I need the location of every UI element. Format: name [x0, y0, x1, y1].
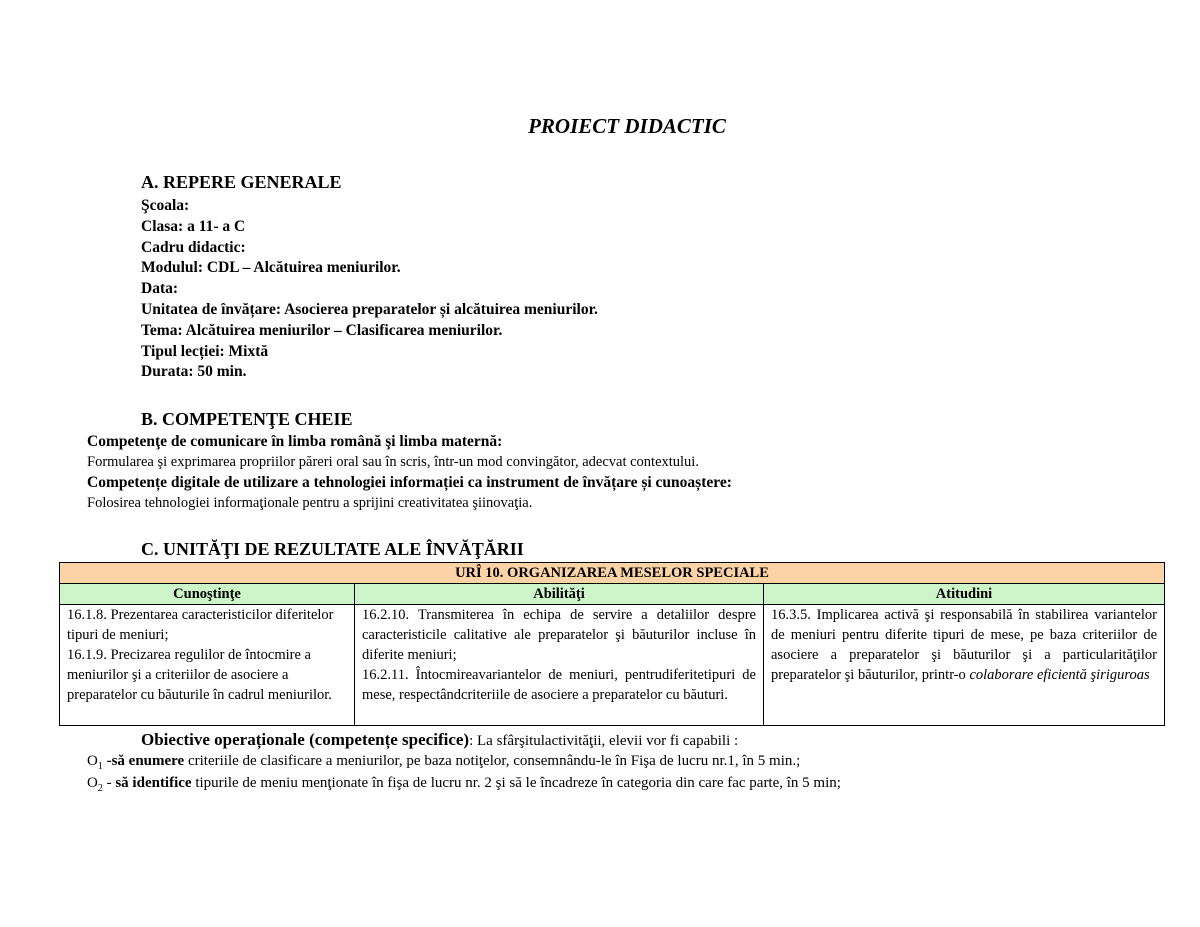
- objective-o1: $O_1$ -să enumere criteriile de clasificare a meniurilor, pe baza notiţelor, consemnându-le în Fişa de lucru nr.1, în 5 min.;: [87, 753, 801, 772]
- attitudes-item-italic: colaborare eficientă şiriguroas: [969, 667, 1150, 683]
- section-a-heading: A. REPERE GENERALE: [141, 172, 342, 192]
- info-class: Clasa: a 11- a C: [141, 217, 246, 235]
- info-unit: Unitatea de învățare: Asocierea preparatelor și alcătuirea meniurilor.: [141, 300, 598, 318]
- knowledge-item: 16.1.9. Precizarea regulilor de întocmire a meniurilor şi a criteriilor de asociere a preparatelor cu băuturile în cadrul meniurilor.: [67, 647, 332, 703]
- objectives-heading: Obiective operaționale (competențe specifice): La sfârşitulactivităţii, elevii vor fi capabili :: [141, 730, 739, 749]
- objective-o2: $O_2$ - să identifice tipurile de meniu menţionate în fişa de lucru nr. 2 şi să le încadreze în categoria din care fac parte, în 5 min;: [87, 775, 841, 794]
- column-header-skills: Abilităţi: [355, 584, 764, 605]
- column-header-knowledge: Cunoştinţe: [60, 584, 355, 605]
- column-header-attitudes: Atitudini: [764, 584, 1165, 605]
- info-lesson-type: Tipul lecției: Mixtă: [141, 342, 269, 360]
- info-school: Şcoala:: [141, 197, 190, 214]
- general-info-list: [141, 196, 598, 383]
- info-module: Modulul: CDL – Alcătuirea meniurilor.: [141, 259, 401, 277]
- knowledge-item: 16.1.8. Prezentarea caracteristicilor diferitelor tipuri de meniuri;: [67, 607, 334, 643]
- learning-outcomes-table: [59, 562, 1165, 726]
- section-c-heading: C. UNITĂŢI DE REZULTATE ALE ÎNVĂŢĂRII: [141, 539, 524, 559]
- section-b-heading: B. COMPETENŢE CHEIE: [141, 409, 353, 429]
- info-date: Data:: [141, 280, 179, 298]
- knowledge-cell: [60, 605, 355, 726]
- competence-digital-text: Folosirea tehnologiei informaţionale pentru a sprijini creativitatea şiinovaţia.: [87, 495, 533, 511]
- competence-communication-text: Formularea şi exprimarea propriilor păreri oral sau în scris, într-un mod convingător, adecvat contextului.: [87, 454, 699, 470]
- info-theme: Tema: Alcătuirea meniurilor – Clasificarea meniurilor.: [141, 321, 503, 339]
- info-duration: Durata: 50 min.: [141, 363, 247, 381]
- skills-item: 16.2.11. Întocmireavariantelor de meniuri, pentrudiferitetipuri de mese, respectândcriteriile de asociere a preparatelor cu băuturi.: [362, 667, 756, 703]
- info-teacher: Cadru didactic:: [141, 238, 246, 256]
- attitudes-cell: [764, 605, 1165, 726]
- competence-communication-title: Competenţe de comunicare în limba română şi limba maternă:: [87, 433, 503, 450]
- skills-cell: [355, 605, 764, 726]
- skills-item: 16.2.10. Transmiterea în echipa de servire a detaliilor despre caracteristicile calitative ale preparatelor şi băuturilor incluse în diferite meniuri;: [362, 607, 756, 663]
- table-title: URÎ 10. ORGANIZAREA MESELOR SPECIALE: [60, 563, 1165, 584]
- competence-digital-title: Competențe digitale de utilizare a tehnologiei informației ca instrument de învățare și cunoaștere:: [87, 474, 732, 491]
- page-title: PROIECT DIDACTIC: [528, 114, 726, 138]
- attitudes-item: 16.3.5. Implicarea activă şi responsabilă în stabilirea variantelor de meniuri pentru diferite tipuri de mese, pe baza criteriilor de asociere a preparatelor şi băuturilor şi a particularităţilor preparatelor şi băuturilor, printr-o colaborare eficientă şiriguroas: [771, 607, 1157, 683]
